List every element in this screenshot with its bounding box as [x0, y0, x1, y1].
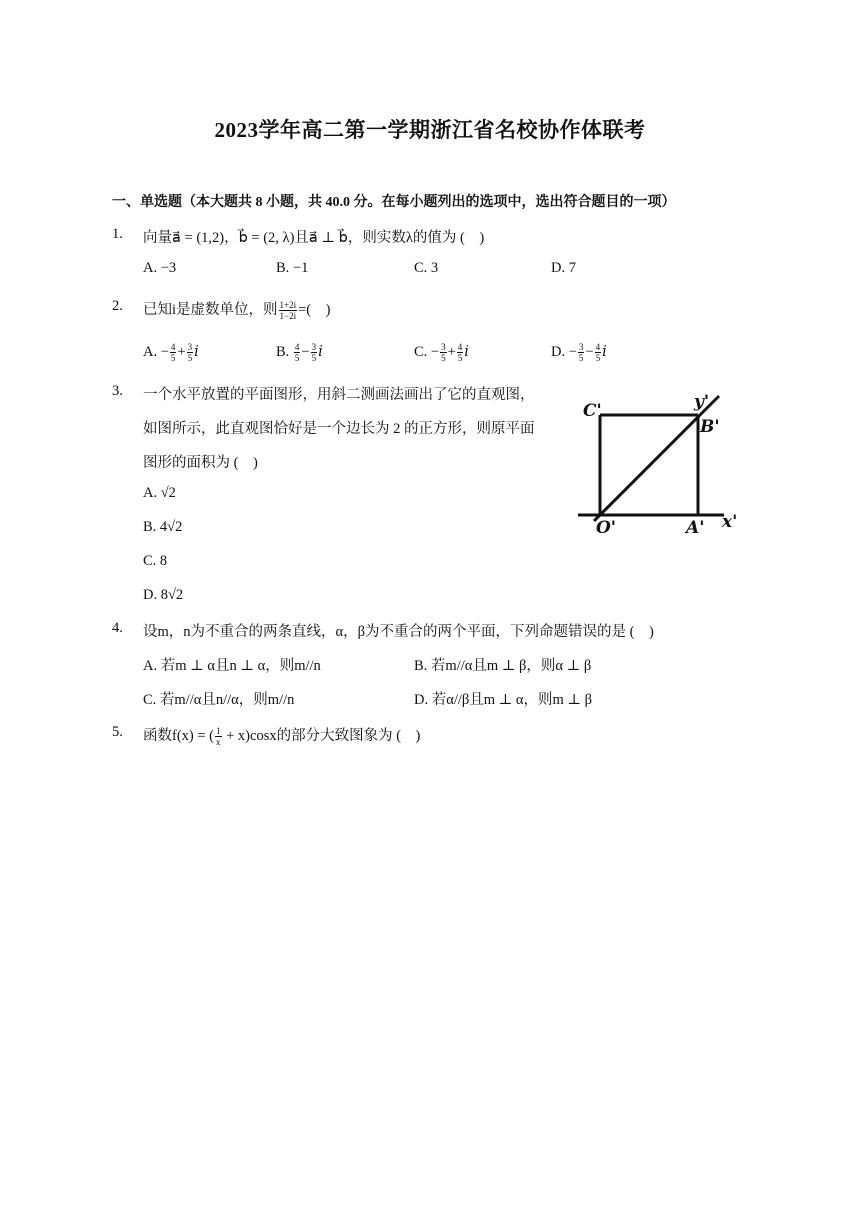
fraction: $\frac{1+2i}{1-2i}$	[279, 300, 297, 322]
question-stem-line: 如图所示，此直观图恰好是一个边长为 2 的正方形，则原平面	[143, 421, 535, 437]
question-stem: 已知i是虚数单位，则 $\frac{1+2i}{1-2i}$ =( )	[143, 300, 331, 322]
option-d: D. 若α//β且m ⊥ α，则m ⊥ β	[414, 692, 593, 708]
option-c: C. 8	[143, 553, 168, 569]
option-a: A. 若m ⊥ α且n ⊥ α，则m//n	[143, 658, 321, 674]
label-x: x'	[722, 512, 738, 532]
question-stem-line: 图形的面积为 ( )	[143, 455, 258, 471]
option-b: B. −1	[276, 260, 309, 276]
question-stem: 设m，n为不重合的两条直线，α，β为不重合的两个平面，下列命题错误的是 ( )	[143, 624, 654, 640]
question-number: 3.	[112, 383, 123, 399]
option-a: A. √2	[143, 485, 176, 501]
option-c: C. 3	[414, 260, 439, 276]
option-c: C. − $\frac{3}{5}$ + $\frac{4}{5}$ i	[414, 342, 469, 363]
page-title: 2023学年高二第一学期浙江省名校协作体联考	[214, 118, 646, 142]
question-stem-line: 一个水平放置的平面图形，用斜二测画法画出了它的直观图，	[143, 387, 535, 403]
option-a: A. − $\frac{4}{5}$ + $\frac{3}{5}$ i	[143, 342, 199, 363]
option-b: B. 若m//α且m ⊥ β，则α ⊥ β	[414, 658, 592, 674]
option-d: D. 8√2	[143, 587, 184, 603]
option-b: B. 4√2	[143, 519, 183, 535]
oblique-square-figure	[574, 385, 752, 540]
option-c: C. 若m//α且n//α，则m//n	[143, 692, 295, 708]
label-b: B'	[700, 417, 720, 437]
label-o: O'	[596, 518, 617, 538]
option-d: D. − $\frac{3}{5}$ − $\frac{4}{5}$ i	[551, 342, 607, 363]
option-d: D. 7	[551, 260, 576, 276]
section-heading: 一、单选题（本大题共 8 小题，共 40.0 分。在每小题列出的选项中，选出符合题目的一项）	[112, 195, 676, 210]
label-c: C'	[583, 401, 602, 421]
question-stem: 函数f(x) = ( $\frac{1}{x}$ + x)cosx的部分大致图象为 ( )	[143, 726, 421, 748]
question-number: 1.	[112, 226, 123, 242]
question-stem: 向量a⃗ = (1,2)，b⃗ = (2, λ)且a⃗ ⊥ b⃗，则实数λ的值为 ( )	[143, 230, 485, 246]
fraction: $\frac{1}{x}$	[216, 726, 221, 748]
option-a: A. −3	[143, 260, 177, 276]
question-number: 4.	[112, 620, 123, 636]
question-number: 2.	[112, 298, 123, 314]
label-a: A'	[686, 518, 705, 538]
question-number: 5.	[112, 724, 123, 740]
label-y: y'	[694, 392, 710, 412]
option-b: B. $\frac{4}{5}$ − $\frac{3}{5}$ i	[276, 342, 323, 363]
